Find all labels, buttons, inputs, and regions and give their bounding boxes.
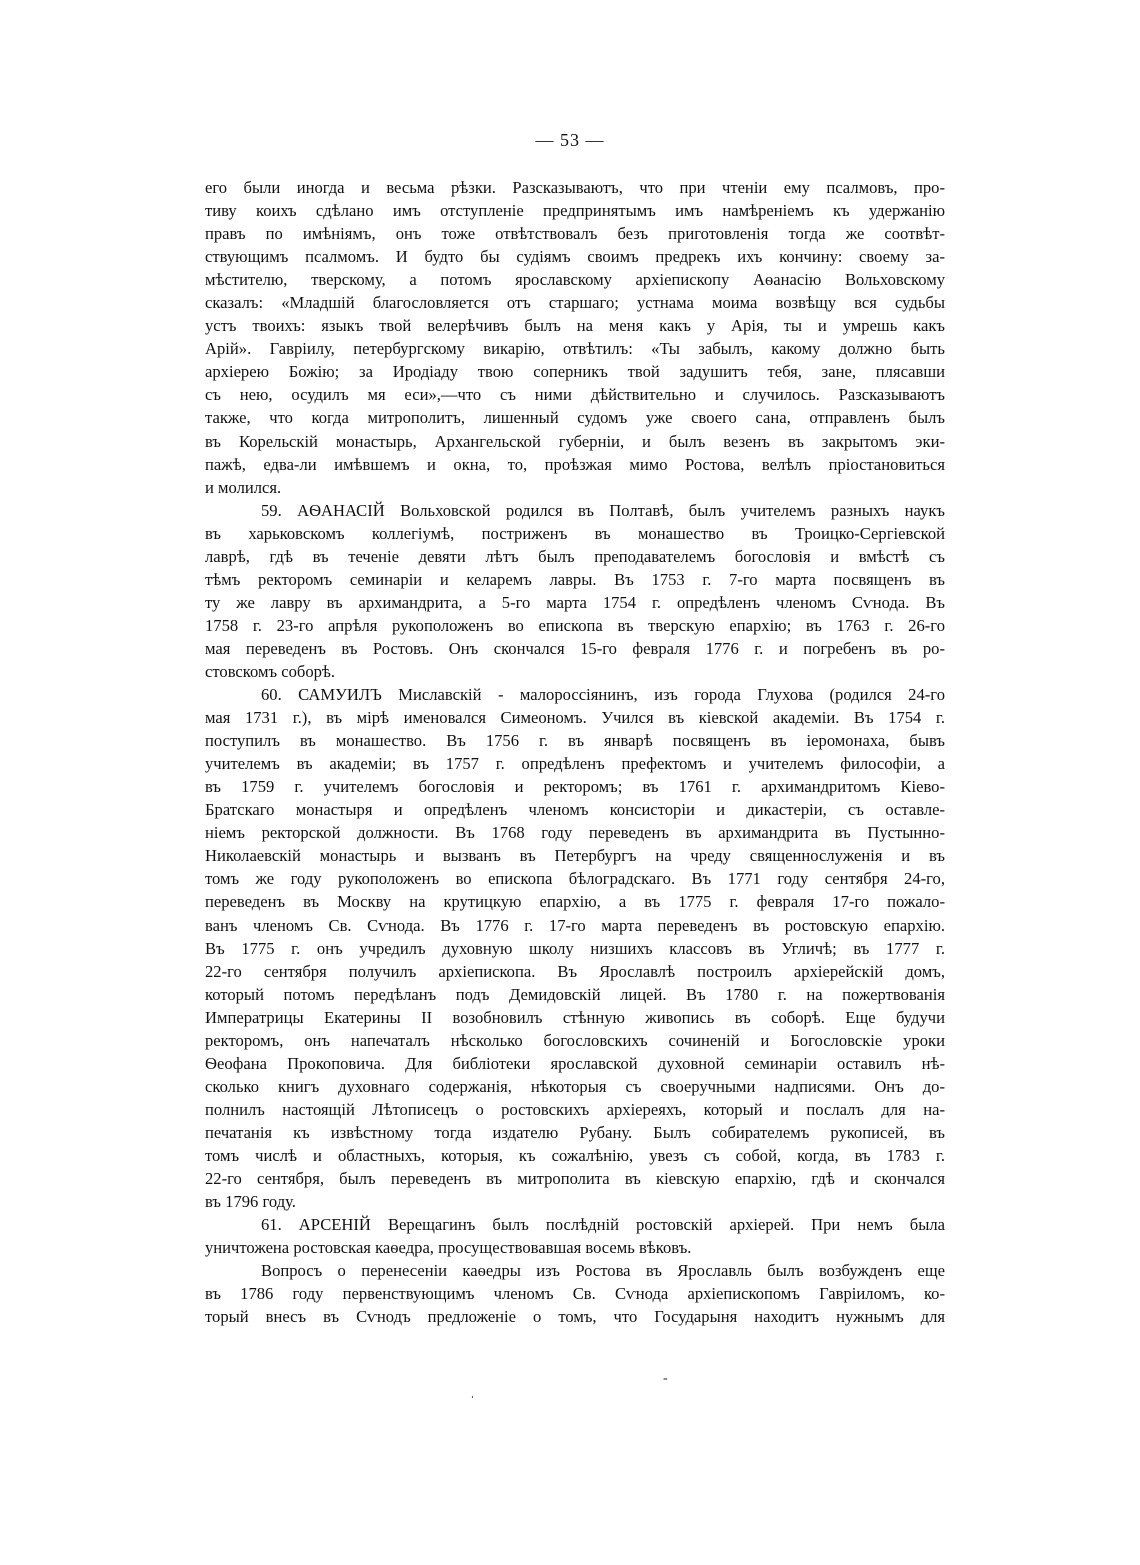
text-line: который потомъ передѣланъ подъ Демидовскій лицей. Въ 1780 г. на пожертвованія (205, 984, 945, 1004)
text-line: лаврѣ, гдѣ въ теченіе девяти лѣтъ былъ преподавателемъ богословія и вмѣстѣ съ (205, 546, 945, 566)
text-line: въ харьковскомъ коллегіумѣ, постриженъ въ монашество въ Троицко-Сергіевской (205, 523, 945, 543)
text-line: ствующимъ псалмомъ. И будто бы судіямъ своимъ предрекъ ихъ кончину: своему за- (205, 247, 945, 267)
print-speck: - (663, 1371, 668, 1386)
text-line: сказалъ: «Младшій благословляется отъ старшаго; устнама моима возвѣщу вся судьбы (205, 293, 945, 313)
text-line: Братскаго монастыря и опредѣленъ членомъ консисторіи и дикастеріи, съ оставле- (205, 800, 945, 820)
text-line: въ Корельскій монастырь, Архангельской губерніи, и былъ везенъ въ закрытомъ эки- (205, 431, 945, 451)
paragraph-p-59 (205, 499, 945, 683)
text-line: тѣмъ ректоромъ семинаріи и келаремъ лавры. Въ 1753 г. 7-го марта посвященъ въ (205, 569, 945, 589)
paragraph-p-60 (205, 683, 945, 1213)
body-text (205, 176, 945, 1328)
text-line: томъ же году рукоположенъ во епископа бѣлоградскаго. Въ 1771 году сентября 24-го, (205, 869, 945, 889)
text-line: томъ числѣ и областныхъ, которыя, къ сожалѣнію, увезъ съ собой, когда, въ 1783 г. (205, 1145, 945, 1165)
text-line: ванъ членомъ Св. Сѵнода. Въ 1776 г. 17-го марта переведенъ въ ростовскую епархію. (205, 915, 945, 935)
text-line: 1758 г. 23-го апрѣля рукоположенъ во епископа въ тверскую епархію; въ 1763 г. 26-го (205, 615, 945, 635)
text-line: 60. САМУИЛЪ Миславскій - малороссіянинъ, изъ города Глухова (родился 24-го (261, 685, 945, 705)
text-line: пажѣ, едва-ли имѣвшемъ и окна, то, проѣзжая мимо Ростова, велѣлъ пріостановиться (205, 454, 945, 474)
text-line: уничтожена ростовская каѳедра, просуществовавшая восемь вѣковъ. (205, 1238, 692, 1258)
text-line: мая 1731 г.), въ мірѣ именовался Симеономъ. Учился въ кіевской академіи. Въ 1754 г. (205, 708, 945, 728)
text-line: ніемъ ректорской должности. Въ 1768 году переведенъ въ архимандрита въ Пустынно- (205, 823, 945, 843)
paragraph-p-continuation (205, 176, 945, 499)
text-line: его были иногда и весьма рѣзки. Разсказываютъ, что при чтеніи ему псалмовъ, про- (205, 178, 945, 197)
text-line: архіерею Божію; за Иродіаду твою соперникъ твой задушитъ тебя, зане, плясавши (205, 362, 945, 382)
text-line: торый внесъ въ Сѵнодъ предложеніе о томъ, что Государыня находитъ нужнымъ для (205, 1307, 945, 1327)
text-line: печатанія къ извѣстному тогда издателю Рубану. Былъ собирателемъ рукописей, въ (205, 1122, 945, 1142)
text-line: сколько книгъ духовнаго содержанія, нѣкоторыя съ своеручными надписями. Онъ до- (205, 1076, 945, 1096)
text-line: правъ по имѣніямъ, онъ тоже отвѣтствовалъ безъ приготовленія тогда же соотвѣт- (205, 224, 945, 244)
text-line: 22-го сентября получилъ архіепископа. Въ Ярославлѣ построилъ архіерейскій домъ, (205, 961, 945, 981)
text-line: Ѳеофана Прокоповича. Для библіотеки ярославской духовной семинаріи оставилъ нѣ- (205, 1053, 945, 1073)
text-line: въ 1759 г. учителемъ богословія и ректоромъ; въ 1761 г. архимандритомъ Кіево- (205, 777, 945, 797)
text-line: въ 1796 году. (205, 1192, 296, 1212)
text-line: Вопросъ о перенесеніи каѳедры изъ Ростова въ Ярославль былъ возбужденъ еще (261, 1261, 945, 1281)
paragraph-p-61 (205, 1213, 945, 1259)
text-line: устъ твоихъ: языкъ твой велерѣчивъ былъ на меня какъ у Арія, ты и умрешь какъ (205, 316, 945, 336)
text-line: Въ 1775 г. онъ учредилъ духовную школу низшихъ классовъ въ Угличѣ; въ 1777 г. (205, 938, 945, 958)
text-line: мая переведенъ въ Ростовъ. Онъ скончался 15-го февраля 1776 г. и погребенъ въ ро- (205, 638, 945, 658)
text-line: и молился. (205, 477, 282, 497)
text-line: мѣстителю, тверскому, а потомъ ярославскому архіепископу Аѳанасію Вольховскому (205, 270, 945, 290)
text-line: тиву коихъ сдѣлано имъ отступленіе предпринятымъ имъ намѣреніемъ къ удержанію (205, 201, 945, 221)
text-line: ректоромъ, онъ напечаталъ нѣсколько богословскихъ сочиненій и Богословскіе уроки (205, 1030, 945, 1050)
print-speck: ˌ (470, 1384, 475, 1399)
text-line: стовскомъ соборѣ. (205, 661, 336, 681)
text-line: Николаевскій монастырь и вызванъ въ Петербургъ на чреду священнослуженія и въ (205, 846, 945, 866)
text-line: 61. АРСЕНІЙ Верещагинъ былъ послѣдній ростовскій архіерей. При немъ была (261, 1215, 945, 1235)
text-line: переведенъ въ Москву на крутицкую епархію, а въ 1775 г. февраля 17-го пожало- (205, 892, 945, 912)
text-line: ту же лавру въ архимандрита, а 5-го марта 1754 г. опредѣленъ членомъ Сѵнода. Въ (205, 592, 945, 612)
text-line: Арій». Гавріилу, петербургскому викарію, отвѣтилъ: «Ты забылъ, какому должно быть (205, 339, 945, 359)
text-line: также, что когда митрополитъ, лишенный судомъ уже своего сана, отправленъ былъ (205, 408, 945, 428)
text-line: полнилъ настоящій Лѣтописецъ о ростовскихъ архіереяхъ, который и послалъ для на- (205, 1099, 945, 1119)
text-line: съ нею, осудилъ мя еси»,—что съ ними дѣйствительно и случилось. Разсказываютъ (205, 385, 945, 405)
text-line: поступилъ въ монашество. Въ 1756 г. въ январѣ посвященъ въ іеромонаха, бывъ (205, 731, 945, 751)
text-line: Императрицы Екатерины II возобновилъ стѣнную живопись въ соборѣ. Еще будучи (205, 1007, 945, 1027)
page-number: — 53 — (535, 130, 605, 150)
text-line: въ 1786 году первенствующимъ членомъ Св. Сѵнода архіепископомъ Гавріиломъ, ко- (205, 1284, 945, 1304)
text-line: 59. АѲАНАСІЙ Вольховской родился въ Полтавѣ, былъ учителемъ разныхъ наукъ (261, 500, 945, 520)
text-line: 22-го сентября, былъ переведенъ въ митрополита въ кіевскую епархію, гдѣ и скончался (205, 1169, 945, 1189)
paragraph-p-question (205, 1259, 945, 1328)
text-line: учителемъ въ академіи; въ 1757 г. опредѣленъ префектомъ и учителемъ философіи, а (205, 754, 945, 774)
